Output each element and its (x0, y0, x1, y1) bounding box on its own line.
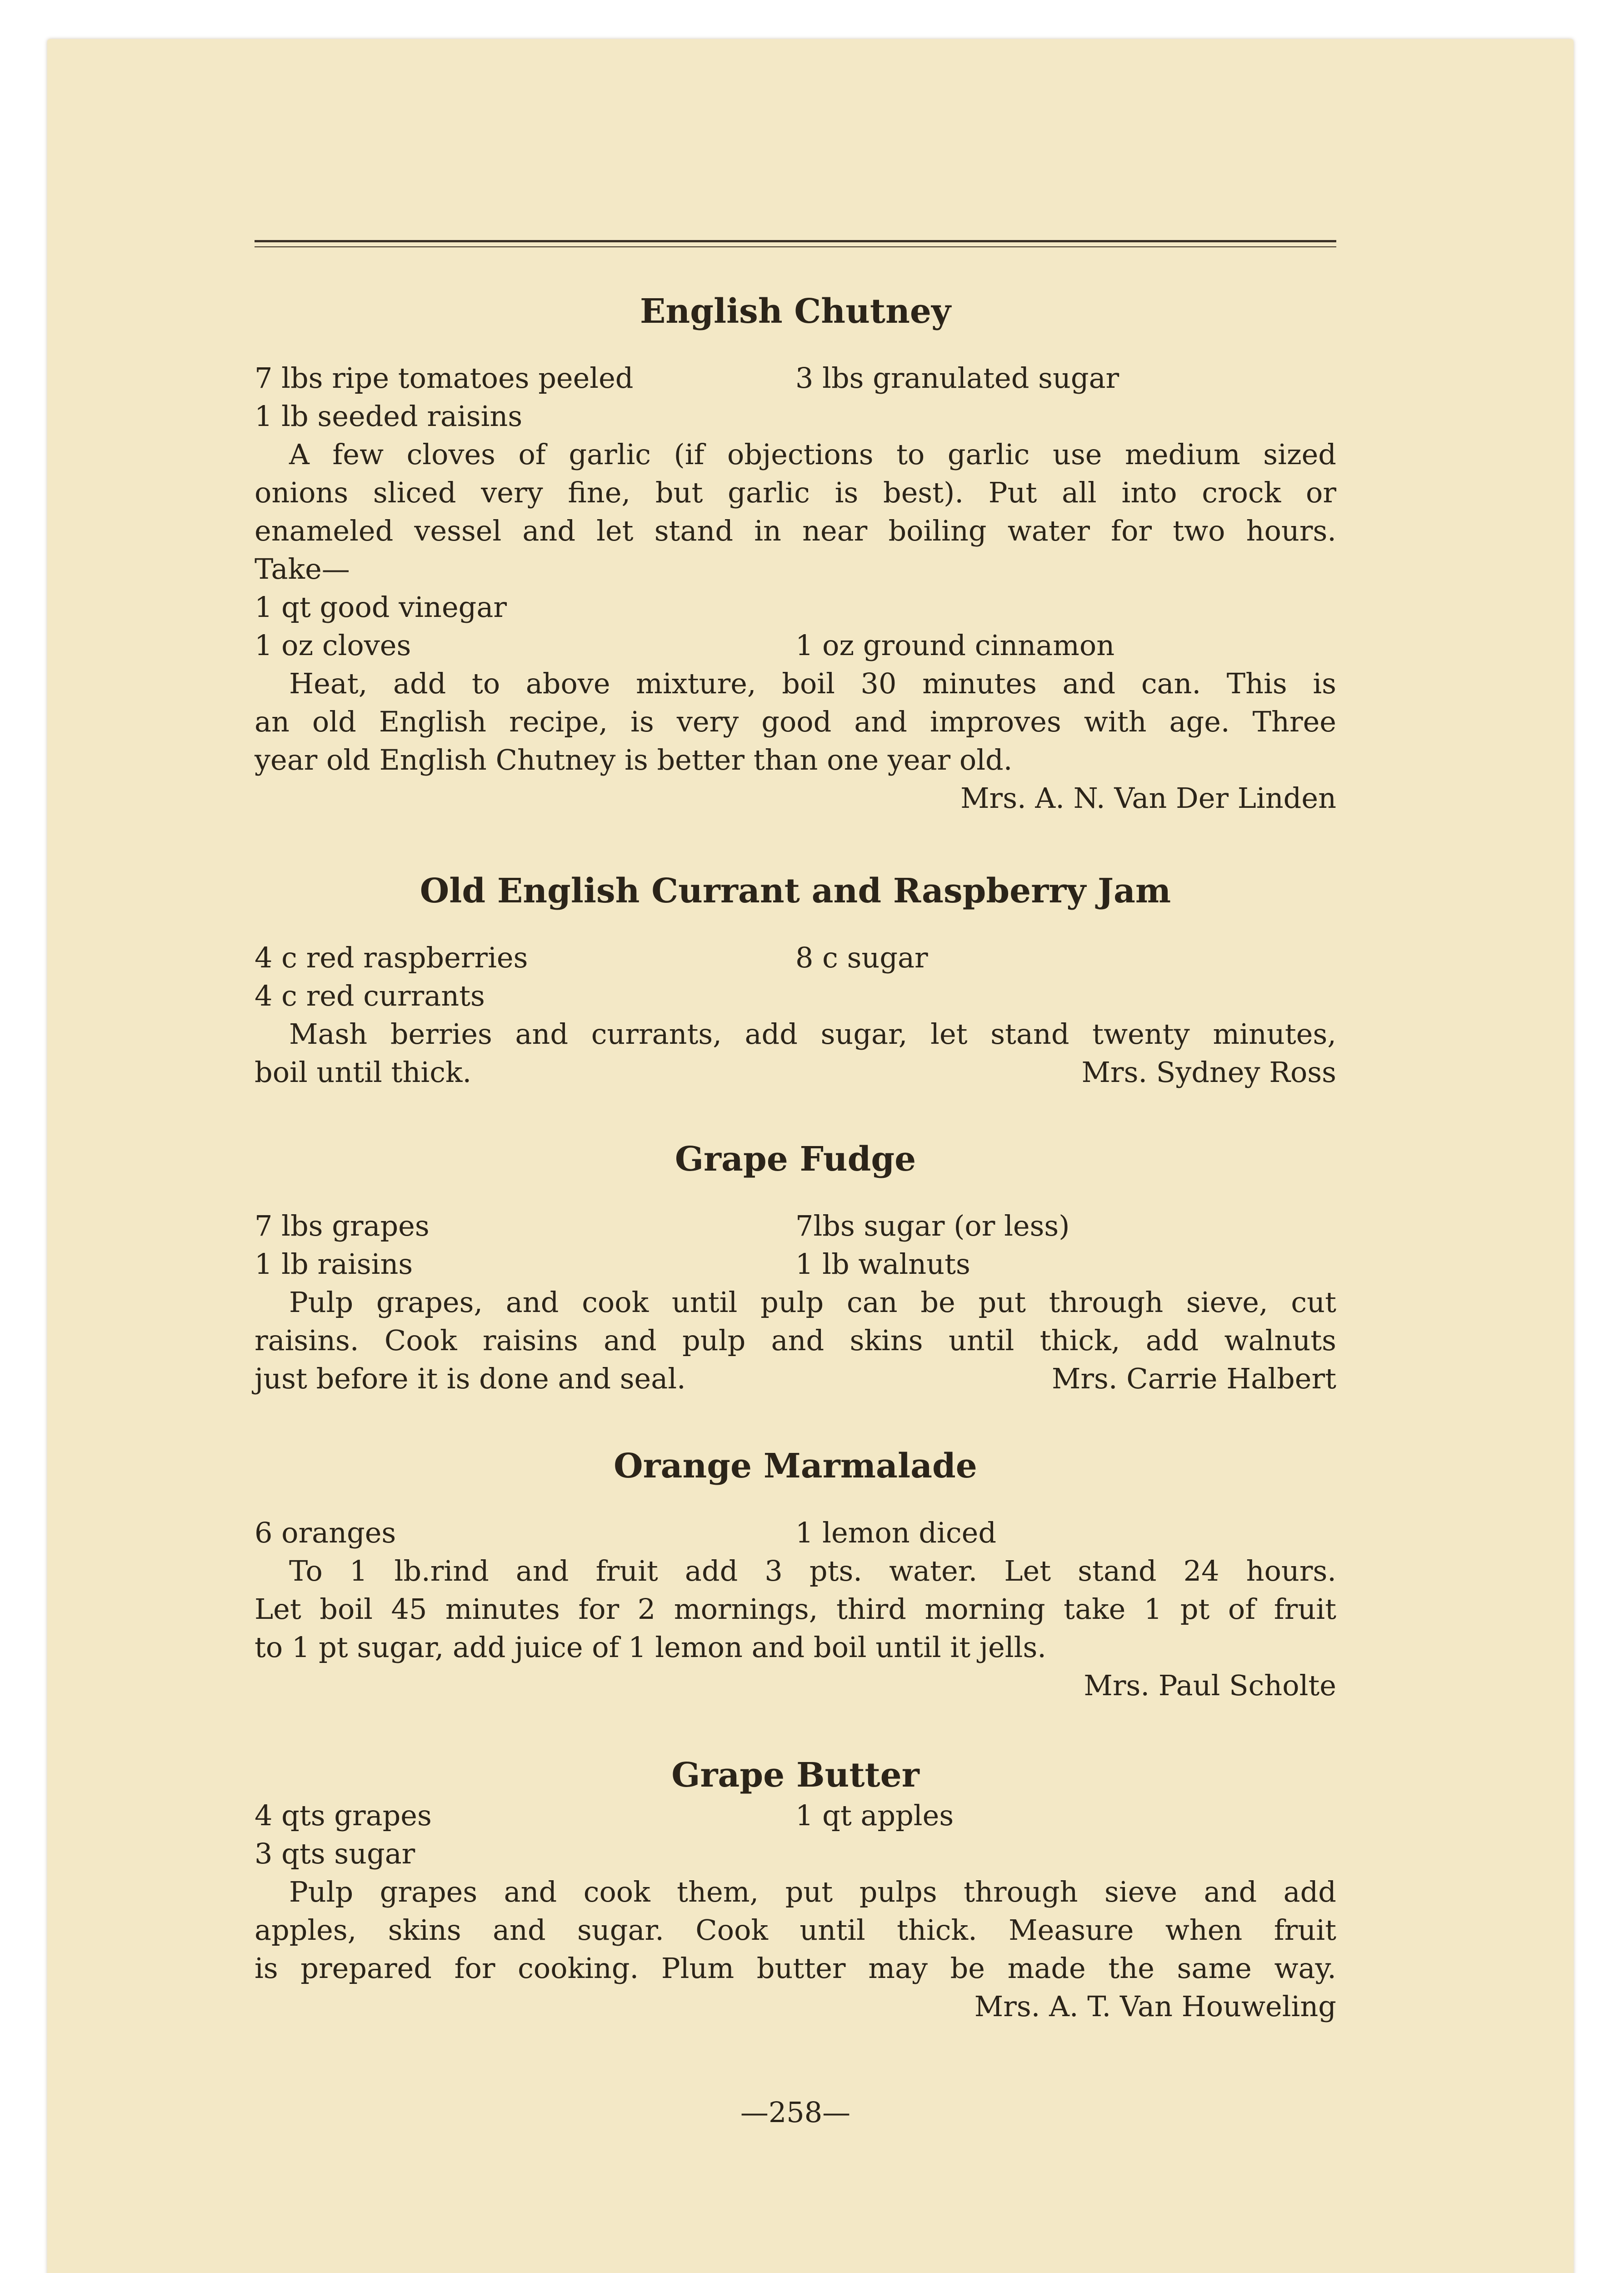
ingredient-left: 4 c red currants (255, 979, 485, 1012)
body-text-line: just before it is done and seal. (255, 1362, 686, 1395)
page-number: —258— (740, 2096, 851, 2129)
body-text-line: is prepared for cooking. Plum butter may be made the same way. (255, 1952, 1336, 1985)
body-text-line: boil until thick. (255, 1056, 472, 1089)
recipe-signature: Mrs. Paul Scholte (1084, 1669, 1336, 1702)
ingredient-right: 1 oz ground cinnamon (795, 629, 1115, 662)
header-rule-thin (255, 246, 1336, 247)
ingredient-right: 1 lb walnuts (795, 1247, 970, 1281)
body-text-line: Pulp grapes and cook them, put pulps through sieve and add (289, 1875, 1336, 1908)
ingredient-left: 1 lb seeded raisins (255, 400, 523, 433)
body-text-line: year old English Chutney is better than one year old. (255, 743, 1013, 776)
body-text-line: an old English recipe, is very good and improves with age. Three (255, 705, 1336, 738)
header-rule (255, 240, 1336, 242)
ingredient-right: 8 c sugar (795, 941, 928, 974)
recipe-signature: Mrs. Sydney Ross (1081, 1056, 1336, 1089)
ingredient-right: 1 qt apples (795, 1799, 954, 1832)
recipe-signature: Mrs. Carrie Halbert (1051, 1362, 1336, 1395)
body-text-line: Mash berries and currants, add sugar, let stand twenty minutes, (289, 1017, 1336, 1051)
ingredient-right: 1 lemon diced (795, 1516, 997, 1549)
body-text-line: To 1 lb.rind and fruit add 3 pts. water. Let stand 24 hours. (289, 1554, 1336, 1587)
recipe-title: Orange Marmalade (614, 1447, 977, 1486)
body-text-line: Heat, add to above mixture, boil 30 minutes and can. This is (289, 667, 1336, 700)
ingredient-left: 7 lbs grapes (255, 1209, 430, 1242)
ingredient-left: 4 qts grapes (255, 1799, 432, 1832)
body-text-line: onions sliced very fine, but garlic is best). Put all into crock or (255, 476, 1336, 509)
ingredient-left: 7 lbs ripe tomatoes peeled (255, 361, 634, 395)
body-text-line: Take— (255, 552, 350, 586)
ingredient-left: 1 lb raisins (255, 1247, 413, 1281)
body-text-line: enameled vessel and let stand in near boiling water for two hours. (255, 514, 1336, 547)
ingredient-left: 3 qts sugar (255, 1837, 415, 1870)
recipe-signature: Mrs. A. N. Van Der Linden (960, 781, 1336, 815)
ingredient-left: 1 qt good vinegar (255, 591, 507, 624)
ingredient-right: 7lbs sugar (or less) (795, 1209, 1070, 1242)
recipe-title: English Chutney (640, 292, 951, 331)
recipe-title: Grape Butter (671, 1756, 919, 1795)
body-text-line: A few cloves of garlic (if objections to garlic use medium sized (289, 438, 1336, 471)
body-text-line: to 1 pt sugar, add juice of 1 lemon and boil until it jells. (255, 1631, 1046, 1664)
body-text-line: Pulp grapes, and cook until pulp can be put through sieve, cut (289, 1286, 1336, 1319)
ingredient-right: 3 lbs granulated sugar (795, 361, 1119, 395)
body-text-line: apples, skins and sugar. Cook until thick. Measure when fruit (255, 1913, 1336, 1947)
recipe-title: Old English Currant and Raspberry Jam (420, 871, 1171, 911)
body-text-line: raisins. Cook raisins and pulp and skins until thick, add walnuts (255, 1324, 1336, 1357)
ingredient-left: 6 oranges (255, 1516, 396, 1549)
recipe-title: Grape Fudge (675, 1140, 916, 1179)
recipe-signature: Mrs. A. T. Van Houweling (974, 1990, 1336, 2023)
ingredient-left: 1 oz cloves (255, 629, 411, 662)
ingredient-left: 4 c red raspberries (255, 941, 528, 974)
body-text-line: Let boil 45 minutes for 2 mornings, third morning take 1 pt of fruit (255, 1592, 1336, 1626)
